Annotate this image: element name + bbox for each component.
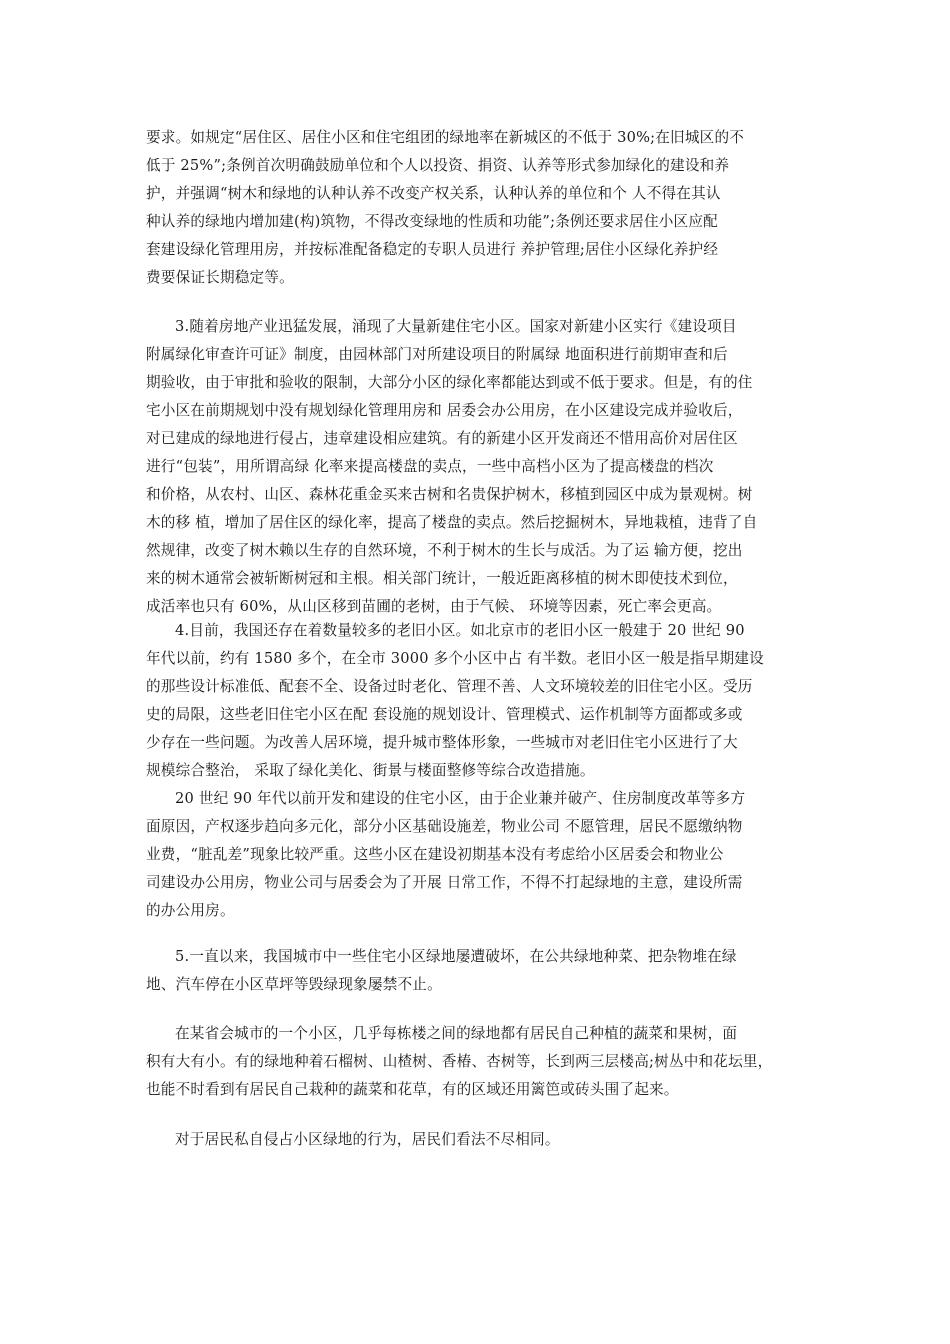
text-line: 宅小区在前期规划中没有规划绿化管理用房和 居委会办公用房，在小区建设完成并验收后， xyxy=(146,402,743,419)
paragraph-1990s-communities xyxy=(146,785,816,925)
paragraph-point-5 xyxy=(146,943,816,999)
paragraph-point-3 xyxy=(146,313,816,621)
text-line: 规模综合整治， 采取了绿化美化、街景与楼面整修等综合改造措施。 xyxy=(146,762,595,779)
text-line: 也能不时看到有居民自己栽种的蔬菜和花草，有的区域还用篱笆或砖头围了起来。 xyxy=(146,1081,679,1098)
paragraph-point-4 xyxy=(146,617,816,785)
text-line: 附属绿化审查许可证》制度，由园林部门对所建设项目的附属绿 地面积进行前期审查和后 xyxy=(146,346,728,363)
text-line: 20 世纪 90 年代以前开发和建设的住宅小区，由于企业兼并破产、住房制度改革等多方 xyxy=(175,790,746,807)
text-line: 费要保证长期稳定等。 xyxy=(146,269,294,286)
text-line: 5.一直以来，我国城市中一些住宅小区绿地屡遭破坏，在公共绿地种菜、把杂物堆在绿 xyxy=(175,948,737,965)
text-line: 的那些设计标准低、配套不全、设备过时老化、管理不善、人文环境较差的旧住宅小区。受历 xyxy=(146,678,753,695)
text-line: 套建设绿化管理用房，并按标准配备稳定的专职人员进行 养护管理;居住小区绿化养护经 xyxy=(146,241,719,258)
text-line: 的办公用房。 xyxy=(146,902,235,919)
text-line: 然规律，改变了树木赖以生存的自然环境，不利于树木的生长与成活。为了运 输方便，挖出 xyxy=(146,542,743,559)
text-line: 4.目前，我国还存在着数量较多的老旧小区。如北京市的老旧小区一般建于 20 世纪 90 xyxy=(175,622,745,639)
text-line: 期验收，由于审批和验收的限制，大部分小区的绿化率都能达到或不低于要求。但是，有的住 xyxy=(146,374,753,391)
text-line: 对已建成的绿地进行侵占，违章建设相应建筑。有的新建小区开发商还不惜用高价对居住区 xyxy=(146,430,738,447)
text-line: 年代以前，约有 1580 多个，在全市 3000 多个小区中占 有半数。老旧小区一般是指早期建设 xyxy=(146,650,764,667)
text-line: 积有大有小。有的绿地种着石榴树、山楂树、香椿、杏树等，长到两三层楼高;树丛中和花坛里， xyxy=(146,1053,773,1070)
text-line: 对于居民私自侵占小区绿地的行为，居民们看法不尽相同。 xyxy=(175,1131,560,1148)
text-line: 进行“包装”，用所谓高绿 化率来提高楼盘的卖点，一些中高档小区为了提高楼盘的档次 xyxy=(146,458,714,475)
text-line: 地、汽车停在小区草坪等毁绿现象屡禁不止。 xyxy=(146,976,442,993)
text-line: 司建设办公用房，物业公司与居委会为了开展 日常工作，不得不打起绿地的主意，建设所需 xyxy=(146,874,743,891)
text-line: 护，并强调“树木和绿地的认种认养不改变产权关系，认种认养的单位和个 人不得在其认 xyxy=(146,185,721,202)
text-line: 和价格，从农村、山区、森林花重金买来古树和名贵保护树木，移植到园区中成为景观树。树 xyxy=(146,486,753,503)
text-line: 要求。如规定“居住区、居住小区和住宅组团的绿地率在新城区的不低于 30%;在旧城区的不 xyxy=(146,129,745,146)
text-line: 面原因，产权逐步趋向多元化，部分小区基础设施差，物业公司 不愿管理，居民不愿缴纳物 xyxy=(146,818,743,835)
text-line: 业费，“脏乱差”现象比较严重。这些小区在建设初期基本没有考虑给小区居委会和物业公 xyxy=(146,846,724,863)
text-line: 在某省会城市的一个小区，几乎每栋楼之间的绿地都有居民自己种植的蔬菜和果树，面 xyxy=(175,1025,738,1042)
text-line: 史的局限，这些老旧住宅小区在配 套设施的规划设计、管理模式、运作机制等方面都或多或 xyxy=(146,706,743,723)
text-line: 少存在一些问题。为改善人居环境，提升城市整体形象，一些城市对老旧住宅小区进行了大 xyxy=(146,734,738,751)
text-line: 来的树木通常会被斩断树冠和主根。相关部门统计，一般近距离移植的树木即使技术到位， xyxy=(146,570,738,587)
text-line: 木的移 植，增加了居住区的绿化率，提高了楼盘的卖点。然后挖掘树木，异地栽植，违背了自 xyxy=(146,514,758,531)
paragraph-requirements xyxy=(146,124,816,292)
text-line: 种认养的绿地内增加建(构)筑物，不得改变绿地的性质和功能”;条例还要求居住小区应配 xyxy=(146,213,718,230)
text-line: 低于 25%”;条例首次明确鼓励单位和个人以投资、捐资、认养等形式参加绿化的建设和养 xyxy=(146,157,730,174)
paragraph-resident-opinions xyxy=(146,1126,816,1154)
text-line: 3.随着房地产业迅猛发展，涌现了大量新建住宅小区。国家对新建小区实行《建设项目 xyxy=(175,318,737,335)
text-line: 成活率也只有 60%，从山区移到苗圃的老树，由于气候、 环境等因素，死亡率会更高。 xyxy=(146,598,722,615)
paragraph-provincial-city-case xyxy=(146,1020,816,1104)
